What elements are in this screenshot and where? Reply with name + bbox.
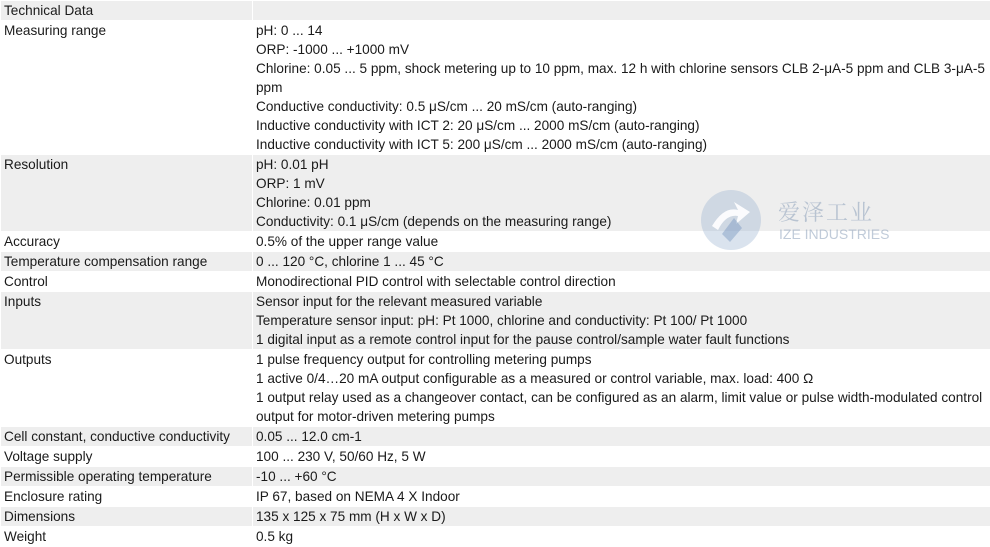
spec-value-line xyxy=(256,1,988,20)
spec-label: Outputs xyxy=(1,350,253,427)
spec-value xyxy=(253,467,990,487)
spec-value xyxy=(253,21,990,155)
spec-row xyxy=(1,1,990,21)
spec-value-line: 1 pulse frequency output for controlling metering pumps xyxy=(256,350,988,369)
spec-label: Dimensions xyxy=(1,507,253,527)
spec-value-line: Conductive conductivity: 0.5 μS/cm ... 20 mS/cm (auto-ranging) xyxy=(256,97,988,116)
spec-value-line: pH: 0.01 pH xyxy=(256,155,988,174)
spec-value-line: ORP: 1 mV xyxy=(256,174,988,193)
spec-value xyxy=(253,1,990,21)
spec-label: Voltage supply xyxy=(1,447,253,467)
spec-value-line: Sensor input for the relevant measured variable xyxy=(256,292,988,311)
spec-value-line: pH: 0 ... 14 xyxy=(256,21,988,40)
spec-value-line: Inductive conductivity with ICT 5: 200 μS/cm ... 2000 mS/cm (auto-ranging) xyxy=(256,135,988,154)
spec-value xyxy=(253,350,990,427)
spec-value xyxy=(253,232,990,252)
spec-label: Inputs xyxy=(1,292,253,350)
spec-value-line: Conductivity: 0.1 μS/cm (depends on the measuring range) xyxy=(256,212,988,231)
spec-label: Permissible operating temperature xyxy=(1,467,253,487)
spec-value-line: IP 67, based on NEMA 4 X Indoor xyxy=(256,487,988,506)
spec-row xyxy=(1,507,990,527)
spec-value xyxy=(253,527,990,547)
spec-row xyxy=(1,252,990,272)
spec-row xyxy=(1,487,990,507)
spec-row xyxy=(1,155,990,232)
spec-value-line: 1 output relay used as a changeover contact, can be configured as an alarm, limit value or pulse width-modulated control output for motor-driven metering pumps xyxy=(256,388,988,426)
spec-value-line: 0.5% of the upper range value xyxy=(256,232,988,251)
spec-label: Technical Data xyxy=(1,1,253,21)
spec-value xyxy=(253,507,990,527)
spec-row xyxy=(1,427,990,447)
spec-value xyxy=(253,252,990,272)
spec-label: Measuring range xyxy=(1,21,253,155)
watermark-name-en: IZE INDUSTRIES xyxy=(779,226,889,242)
spec-value-line: 0.05 ... 12.0 cm-1 xyxy=(256,427,988,446)
spec-value-line: Chlorine: 0.05 ... 5 ppm, shock metering up to 10 ppm, max. 12 h with chlorine sensors CLB 2-μA-5 ppm and CLB 3-μA-5 ppm xyxy=(256,59,988,97)
spec-label: Accuracy xyxy=(1,232,253,252)
spec-label: Temperature compensation range xyxy=(1,252,253,272)
spec-value xyxy=(253,292,990,350)
spec-row xyxy=(1,447,990,467)
spec-value xyxy=(253,487,990,507)
spec-label: Resolution xyxy=(1,155,253,232)
spec-row xyxy=(1,232,990,252)
watermark-name-cn: 爱泽工业 xyxy=(778,196,874,227)
spec-value-line: Inductive conductivity with ICT 2: 20 μS/cm ... 2000 mS/cm (auto-ranging) xyxy=(256,116,988,135)
spec-value-line: 135 x 125 x 75 mm (H x W x D) xyxy=(256,507,988,526)
spec-value xyxy=(253,427,990,447)
spec-value-line: Chlorine: 0.01 ppm xyxy=(256,193,988,212)
spec-label: Cell constant, conductive conductivity xyxy=(1,427,253,447)
spec-value-line: 0.5 kg xyxy=(256,527,988,546)
spec-value-line: 1 digital input as a remote control input for the pause control/sample water fault functions xyxy=(256,330,988,349)
spec-value xyxy=(253,447,990,467)
spec-row xyxy=(1,21,990,155)
spec-value-line: 0 ... 120 °C, chlorine 1 ... 45 °C xyxy=(256,252,988,271)
spec-value-line: Temperature sensor input: pH: Pt 1000, chlorine and conductivity: Pt 100/ Pt 1000 xyxy=(256,311,988,330)
spec-value-line: 1 active 0/4…20 mA output configurable as a measured or control variable, max. load: 400 Ω xyxy=(256,369,988,388)
spec-value-line: 100 ... 230 V, 50/60 Hz, 5 W xyxy=(256,447,988,466)
spec-value-line: ORP: -1000 ... +1000 mV xyxy=(256,40,988,59)
spec-value xyxy=(253,272,990,292)
spec-value-line: Monodirectional PID control with selectable control direction xyxy=(256,272,988,291)
spec-row xyxy=(1,272,990,292)
spec-label: Enclosure rating xyxy=(1,487,253,507)
technical-data-body xyxy=(1,1,990,547)
spec-value xyxy=(253,155,990,232)
spec-row xyxy=(1,527,990,547)
spec-row xyxy=(1,292,990,350)
spec-value-line: -10 ... +60 °C xyxy=(256,467,988,486)
spec-row xyxy=(1,467,990,487)
spec-row xyxy=(1,350,990,427)
spec-label: Control xyxy=(1,272,253,292)
spec-label: Weight xyxy=(1,527,253,547)
